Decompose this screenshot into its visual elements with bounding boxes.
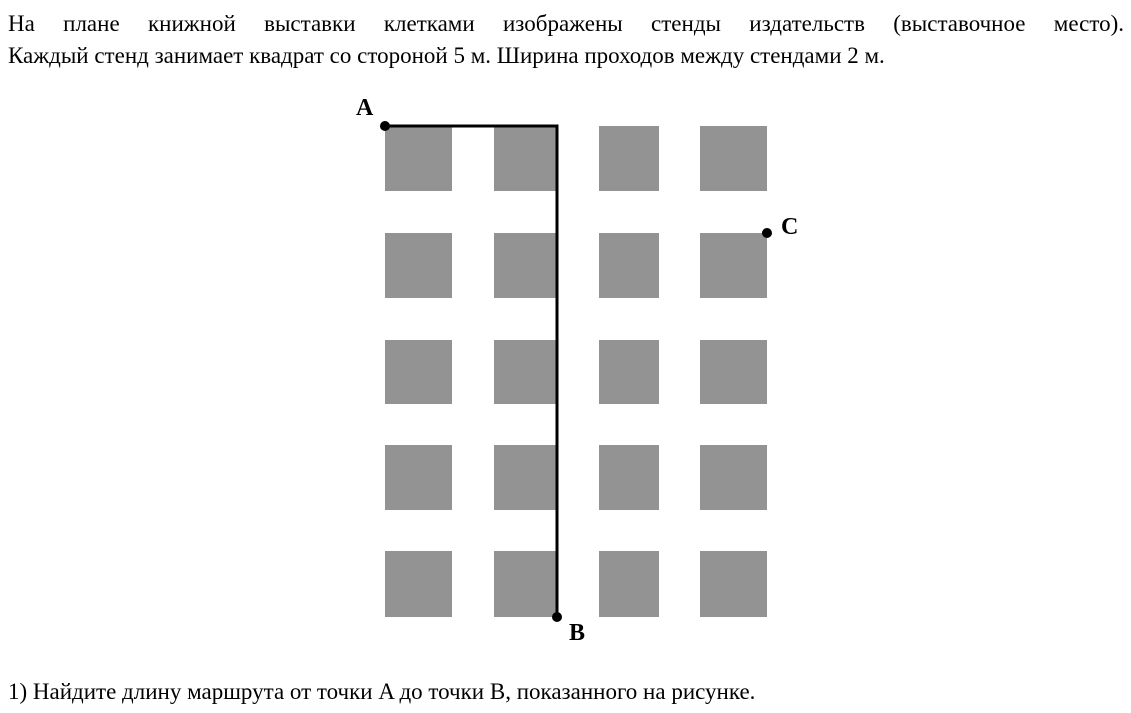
- stand-r3-c3: [599, 340, 659, 404]
- stand-r1-c2: [494, 126, 557, 191]
- stand-r2-c2: [494, 233, 557, 298]
- stand-r2-c1: [385, 233, 452, 298]
- point-b-label: B: [569, 620, 586, 646]
- stand-r2-c3: [599, 233, 659, 298]
- point-a-marker: [380, 121, 390, 131]
- route-a-to-b: [385, 126, 557, 617]
- stand-r5-c1: [385, 551, 452, 617]
- stand-r4-c1: [385, 445, 452, 510]
- stand-r1-c1: [385, 126, 452, 191]
- point-b-marker: [552, 612, 562, 622]
- stand-r2-c4: [700, 233, 767, 298]
- stand-r3-c1: [385, 340, 452, 404]
- stand-r1-c3: [599, 126, 659, 191]
- stand-r5-c3: [599, 551, 659, 617]
- stand-r1-c4: [700, 126, 767, 191]
- stand-r4-c2: [494, 445, 557, 510]
- stand-r4-c4: [700, 445, 767, 510]
- point-c-label: C: [781, 214, 799, 240]
- question-1: 1) Найдите длину маршрута от точки A до точки B, показанного на рисунке.: [8, 679, 756, 704]
- stand-r5-c2: [494, 551, 557, 617]
- stand-r3-c4: [700, 340, 767, 404]
- problem-text-line-2: Каждый стенд занимает квадрат со стороной 5 м. Ширина проходов между стендами 2 м.: [8, 43, 885, 68]
- stand-r5-c4: [700, 551, 767, 617]
- stand-r4-c3: [599, 445, 659, 510]
- point-c-marker: [762, 228, 772, 238]
- problem-text: [8, 8, 1124, 72]
- stands-grid: [385, 126, 767, 617]
- stand-r3-c2: [494, 340, 557, 404]
- point-a-label: A: [356, 95, 374, 121]
- problem-text-line-1: На плане книжной выставки клетками изображены стенды издательств (выставочное место).: [8, 11, 1124, 36]
